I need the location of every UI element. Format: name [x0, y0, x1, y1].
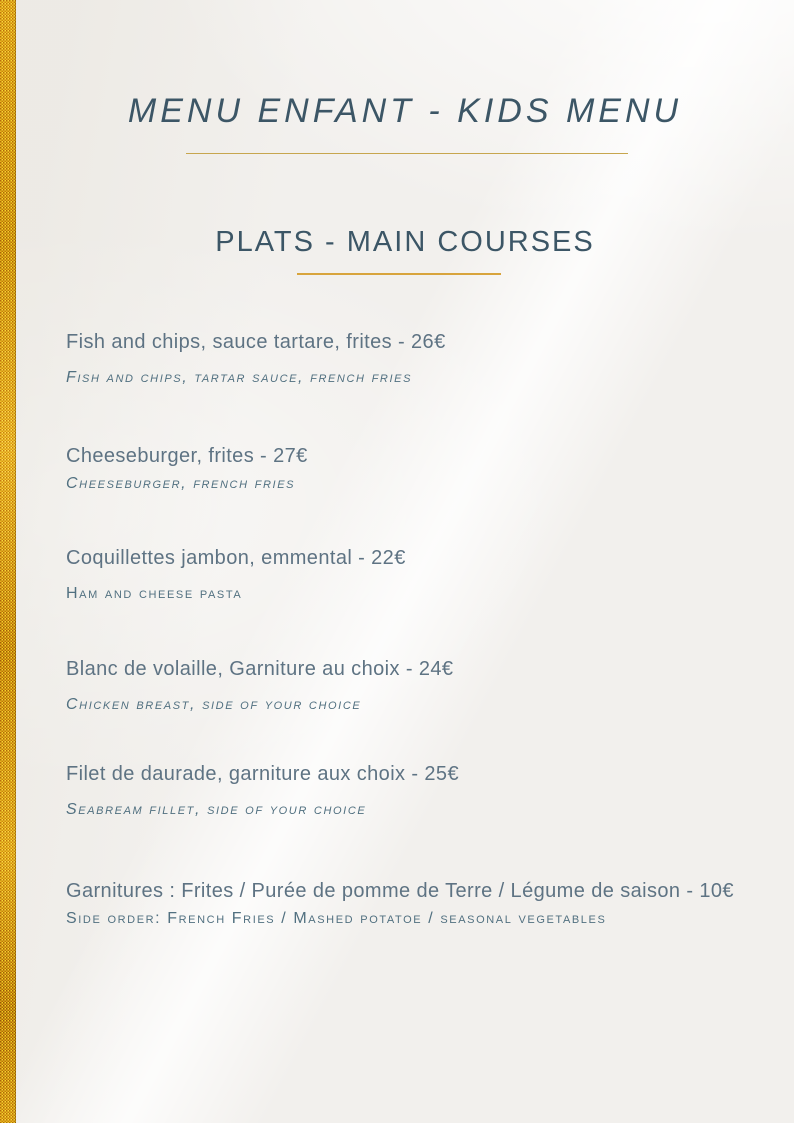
item-line-en: Seabream fillet, side of your choice: [66, 801, 367, 818]
menu-item-filet-de-daurade: [66, 761, 764, 820]
menu-item-coquillettes: [66, 545, 764, 604]
menu-list: [0, 329, 794, 929]
menu-item-blanc-de-volaille: [66, 656, 764, 715]
item-line-en: Fish and chips, tartar sauce, french fries: [66, 369, 413, 386]
title-divider: [186, 153, 628, 154]
item-line-en: Chicken breast, side of your choice: [66, 696, 362, 713]
item-line-fr: Garnitures : Frites / Purée de pomme de Terre / Légume de saison - 10€: [66, 880, 734, 902]
item-line-fr: Blanc de volaille, Garniture au choix - 24€: [66, 658, 454, 680]
item-line-fr: Coquillettes jambon, emmental - 22€: [66, 547, 406, 569]
section-divider: [297, 273, 501, 275]
section-heading: PLATS - MAIN COURSES: [215, 226, 595, 258]
menu-header: [0, 0, 794, 154]
menu-item-fish-and-chips: [66, 329, 764, 388]
menu-item-cheeseburger: [66, 443, 764, 494]
main-courses-section: [0, 226, 794, 929]
item-line-en: Ham and cheese pasta: [66, 585, 243, 602]
item-line-en: Cheeseburger, french fries: [66, 475, 296, 492]
menu-item-garnitures: [66, 878, 764, 929]
page-title: MENU ENFANT - KIDS MENU: [127, 92, 683, 130]
gold-foil-edge: [0, 0, 16, 1123]
item-line-fr: Filet de daurade, garniture aux choix - 25€: [66, 763, 459, 785]
item-line-fr: Cheeseburger, frites - 27€: [66, 445, 308, 467]
item-line-en: Side order: French Fries / Mashed potatoe / seasonal vegetables: [66, 910, 607, 927]
item-line-fr: Fish and chips, sauce tartare, frites - 26€: [66, 331, 446, 353]
